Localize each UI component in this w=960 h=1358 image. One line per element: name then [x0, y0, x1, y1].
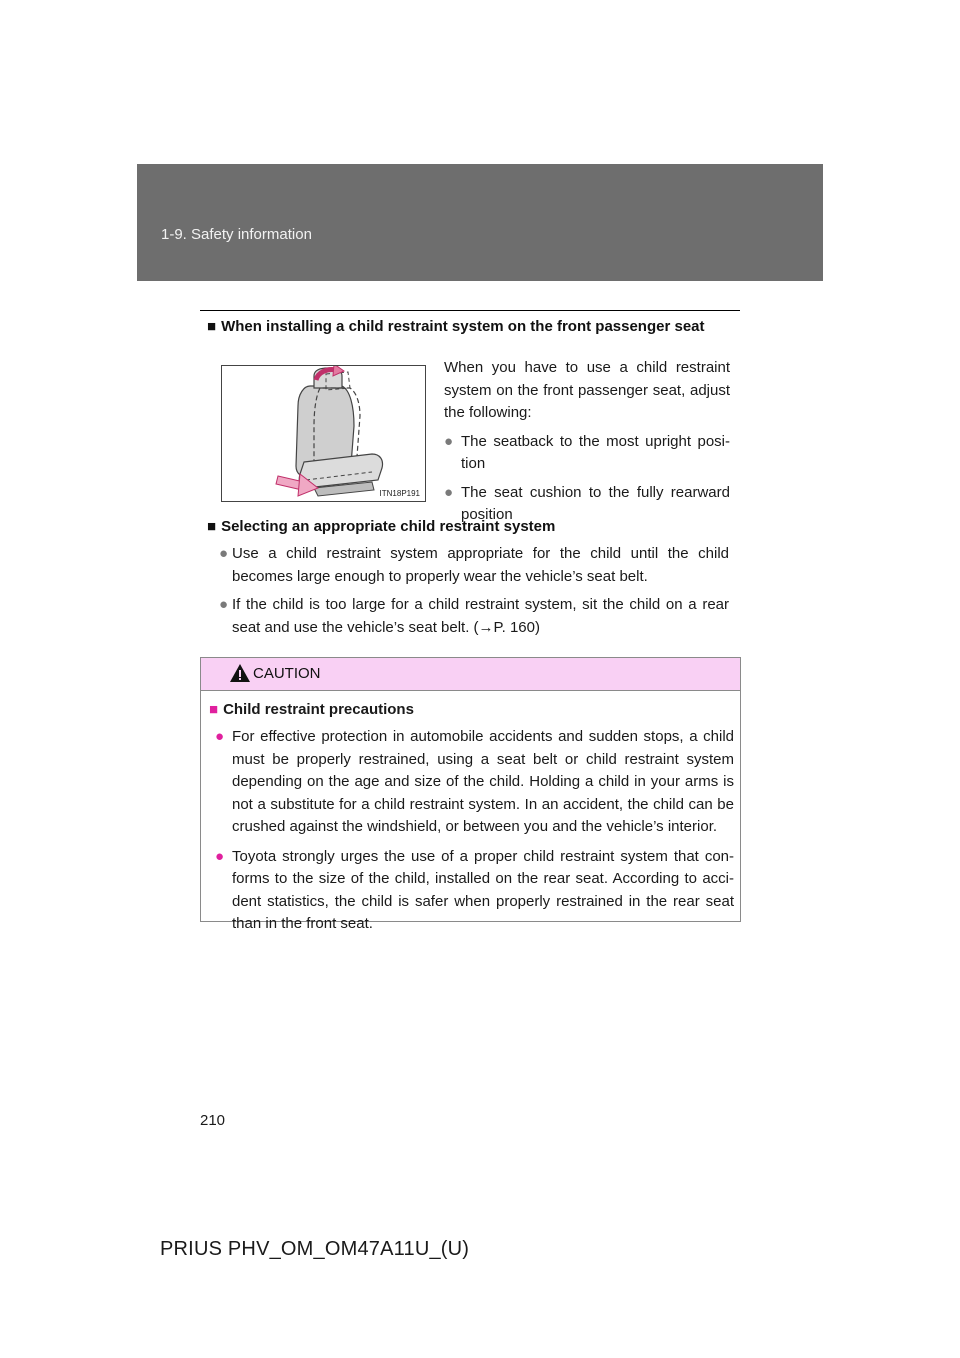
- warning-icon: [229, 663, 251, 683]
- square-bullet-icon: ■: [207, 518, 217, 535]
- front-seat-instructions: [444, 357, 730, 527]
- seat-adjust-icon: [222, 366, 427, 503]
- list-item-text: Toyota strongly urges the use of a proper child restraint system that con- forms to the size of the child, installed on the rear seat. According to acci- dent statistics, the child is safer when properly restrained in the rear seat than in the front seat.: [232, 847, 734, 932]
- header-band: [137, 164, 823, 281]
- document-id: PRIUS PHV_OM_OM47A11U_(U): [160, 1238, 470, 1260]
- list-item-text: The seatback to the most upright posi- tion: [461, 432, 730, 472]
- round-bullet-icon: ●: [444, 483, 454, 501]
- list-item-text: Use a child restraint system appropriate for the child until the child becomes large enough to properly wear the vehicle’s seat belt.: [232, 545, 729, 585]
- round-bullet-icon: ●: [444, 432, 454, 450]
- round-bullet-icon: ●: [215, 847, 225, 865]
- selecting-heading: [207, 518, 555, 535]
- list-item: [215, 846, 734, 936]
- caution-box: [200, 657, 741, 932]
- page-number: 210: [200, 1112, 226, 1129]
- list-item-text: For effective protection in automobile accidents and sudden stops, a child must be properly restrained, using a seat belt or child restraint system depending on the age and size of the child. Holding a child in your arms is not a substitute for a child restraint system. In an accident, the child can be crushed against the windshield, or between you and the vehicle’s interior.: [232, 728, 734, 835]
- list-item: [215, 726, 734, 839]
- round-bullet-icon: ●: [215, 728, 225, 745]
- round-bullet-icon: ●: [219, 596, 229, 613]
- square-bullet-icon: ■: [207, 318, 217, 335]
- list-item: [444, 431, 730, 476]
- caution-title: CAUTION: [253, 665, 321, 682]
- selecting-list: [219, 539, 729, 639]
- figure-code: ITN18P191: [379, 489, 420, 498]
- caution-list: [215, 726, 734, 943]
- front-seat-heading: [207, 318, 705, 335]
- square-bullet-icon: ■: [209, 701, 219, 718]
- round-bullet-icon: ●: [219, 545, 229, 562]
- seat-illustration: [221, 365, 426, 502]
- caution-subheading-text: Child restraint precautions: [223, 701, 414, 718]
- front-seat-intro: When you have to use a child restraint system on the front passenger seat, adjust the following:: [444, 359, 730, 421]
- list-item-text: The seat cushion to the fully rearward position: [461, 483, 730, 523]
- front-seat-heading-text: When installing a child restraint system on the front passenger seat: [221, 318, 705, 335]
- list-item: [219, 543, 729, 588]
- caution-subheading: [209, 701, 414, 718]
- selecting-heading-text: Selecting an appropriate child restraint system: [221, 518, 556, 535]
- section-divider: [200, 310, 740, 311]
- section-title: 1-9. Safety information: [161, 226, 312, 243]
- list-item-text: If the child is too large for a child restraint system, sit the child on a rear seat and use the vehicle’s seat belt. (→P. 160): [232, 596, 729, 636]
- caution-header: [201, 658, 740, 691]
- list-item: [219, 594, 729, 639]
